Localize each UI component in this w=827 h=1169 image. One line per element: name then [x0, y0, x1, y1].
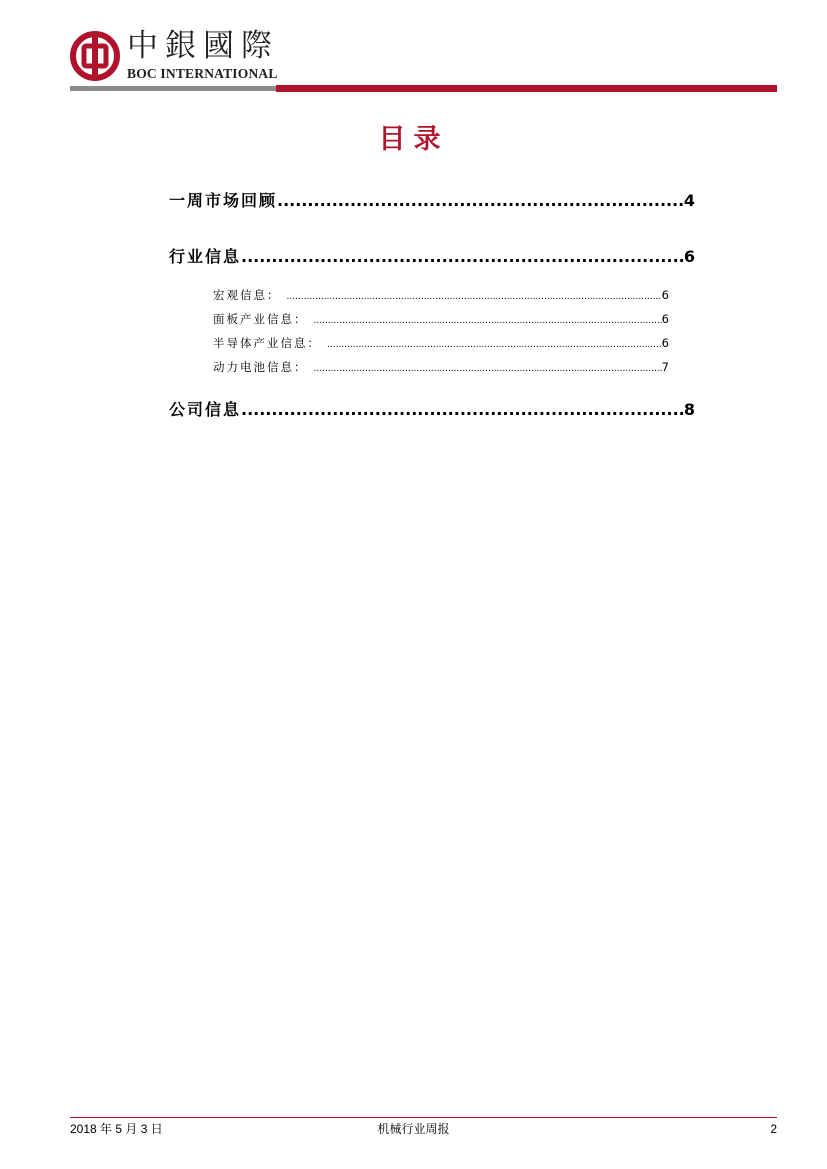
bank-of-china-logo-icon — [70, 31, 120, 81]
toc-entry-page: 4 — [683, 191, 695, 210]
toc-entry-label: 半导体产业信息： — [213, 336, 321, 350]
footer-report-title: 机械行业周报 — [377, 1122, 450, 1136]
logo-english-text: BOC INTERNATIONAL — [127, 66, 278, 81]
toc-entry-label: 公司信息 — [169, 400, 242, 419]
toc-entry-page: 6 — [683, 247, 695, 266]
boc-international-logo — [70, 28, 310, 86]
toc-entry-page: 6 — [661, 288, 669, 302]
toc-entry-power-battery[interactable] — [213, 359, 669, 377]
toc-title: 目录 — [378, 124, 449, 155]
header-rule-grey — [70, 86, 276, 91]
footer-page-number: 2 — [770, 1122, 777, 1136]
toc-entry-industry-info[interactable] — [169, 246, 695, 268]
toc-entry-label: 动力电池信息： — [213, 360, 308, 374]
toc-leader-dots — [314, 313, 662, 329]
toc-entry-market-review[interactable] — [169, 190, 695, 212]
toc-entry-label: 面板产业信息： — [213, 312, 308, 326]
toc-entry-label: 行业信息 — [169, 247, 242, 266]
toc-leader-dots — [277, 190, 684, 212]
toc-entry-page: 8 — [683, 400, 695, 419]
toc-entry-semiconductor-industry[interactable] — [213, 335, 669, 353]
toc-entry-page: 7 — [661, 360, 669, 374]
toc-entry-company-info[interactable] — [169, 399, 695, 421]
toc-entry-macro-info[interactable] — [213, 287, 669, 305]
toc-entry-label: 宏观信息： — [213, 288, 281, 302]
header-rule-red — [276, 85, 777, 92]
toc-leader-dots — [241, 399, 684, 421]
toc-entry-label: 一周市场回顾 — [169, 191, 278, 210]
toc-leader-dots — [327, 337, 662, 353]
toc-entry-page: 6 — [661, 312, 669, 326]
toc-entry-page: 6 — [661, 336, 669, 350]
footer-date: 2018 年 5 月 3 日 — [70, 1122, 163, 1136]
footer-rule — [70, 1117, 777, 1118]
toc-leader-dots — [314, 361, 662, 377]
toc-entry-panel-industry[interactable] — [213, 311, 669, 329]
toc-leader-dots — [241, 246, 684, 268]
toc-leader-dots — [287, 289, 662, 305]
logo-chinese-text: 中銀國際 — [127, 28, 279, 64]
